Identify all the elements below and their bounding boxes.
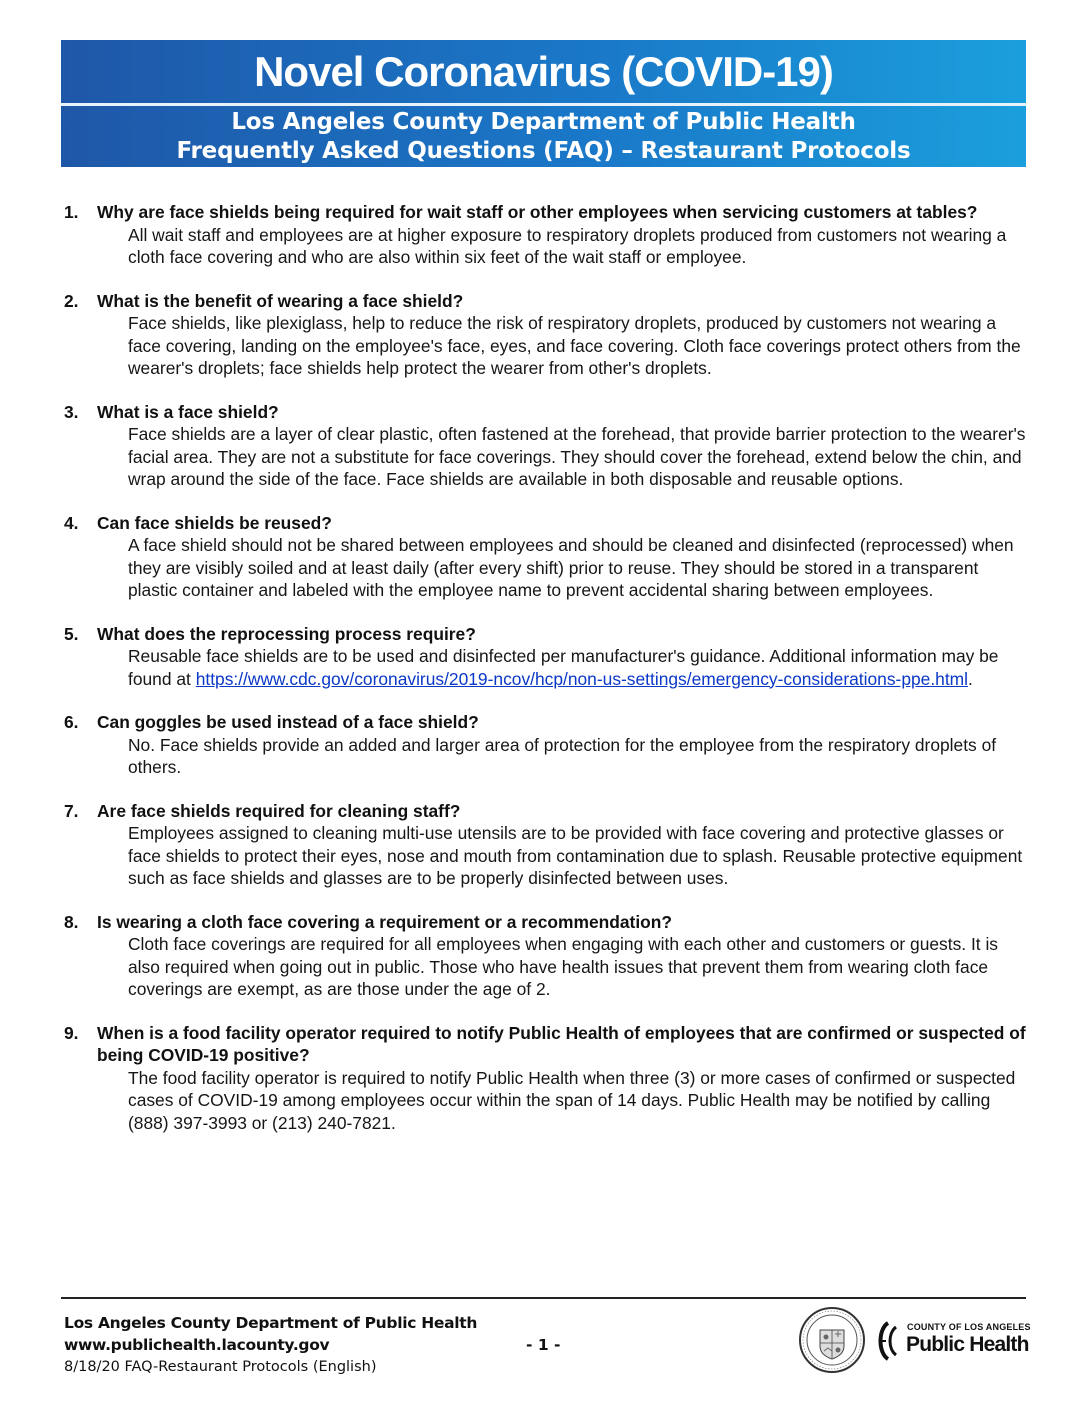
faq-number: 6. [64,712,79,732]
faq-answer: Employees assigned to cleaning multi-use utensils are to be provided with face covering and protective glasses or face shields to protect their eyes, nose and mouth from contamination due to splash. Reusable protective equipment such as face shields and glasses are to be properly disinfected between uses. [128,823,1023,888]
faq-answer [128,645,1026,690]
faq-number: 7. [64,800,79,821]
faq-question-text: When is a food facility operator required to notify Public Health of employees that are confirmed or suspected of being COVID-19 positive? [97,1022,1026,1065]
faq-question-text: What is the benefit of wearing a face shield? [97,290,464,311]
faq-number: 1. [64,202,79,222]
logo-county-text: COUNTY OF LOS ANGELES [907,1322,1031,1332]
faq-answer-text: Reusable face shields are to be used and disinfected per manufacturer's guidance. Additional information may be found at [128,646,999,689]
faq-answer: Face shields, like plexiglass, help to reduce the risk of respiratory droplets, produced by customers not wearing a face covering, landing on the employee's face, eyes, and face covering. Cloth face coverings protect others from the wearer's droplets; face shields help protect the wearer from other's droplets. [128,313,1021,378]
faq-question [64,623,1026,646]
faq-question-text: Why are face shields being required for wait staff or other employees when servicing customers at tables? [97,202,978,222]
faq-question [64,512,1026,535]
logo-public-health-text: Public Health [906,1333,1029,1356]
faq-answer: Cloth face coverings are required for all employees when engaging with each other and customers or guests. It is also required when going out in public. Those who have health issues that prevent them from wearing cloth face coverings are exempt, as are those under the age of 2. [128,934,998,999]
faq-item-7 [64,800,1026,890]
faq-item-3 [64,401,1026,491]
faq-list [64,201,1026,1155]
logo-mark-icon [874,1319,906,1363]
faq-item-2 [64,290,1026,380]
faq-question [64,711,1026,734]
header-subtitle-doc: Frequently Asked Questions (FAQ) – Restaurant Protocols [176,137,911,164]
faq-number: 3. [64,401,79,422]
faq-item-5 [64,623,1026,691]
county-seal-icon [798,1306,866,1374]
faq-answer: A face shield should not be shared between employees and should be cleaned and disinfected (reprocessed) when they are visibly soiled and at least daily (after every shift) prior to reuse. They should be stored in a transparent plastic container and labeled with the employee name to prevent accidental sharing between employees. [128,535,1014,600]
page-number: - 1 - [526,1336,561,1354]
faq-item-1 [64,201,1026,269]
faq-question-text: Are face shields required for cleaning staff? [97,800,461,821]
faq-question [64,800,1026,823]
faq-item-9 [64,1022,1026,1135]
faq-number: 2. [64,290,79,311]
faq-question-text: Is wearing a cloth face covering a requirement or a recommendation? [97,911,673,932]
faq-number: 8. [64,911,79,932]
faq-item-8 [64,911,1026,1001]
faq-number: 5. [64,623,79,644]
header-subtitle-org: Los Angeles County Department of Public Health [231,108,856,135]
faq-question-text: What does the reprocessing process require? [97,623,476,644]
faq-question-text: What is a face shield? [97,401,279,422]
faq-item-6 [64,711,1026,779]
footer-doc-info: 8/18/20 FAQ-Restaurant Protocols (English) [64,1359,377,1375]
footer-org: Los Angeles County Department of Public Health [64,1314,478,1332]
faq-question [64,401,1026,424]
faq-answer: The food facility operator is required to notify Public Health when three (3) or more cases of confirmed or suspected cases of COVID-19 among employees occur within the span of 14 days. Public Health may be notified by calling (888) 397-3993 or (213) 240-7821. [128,1067,1016,1133]
footer-website: www.publichealth.lacounty.gov [64,1336,330,1354]
faq-question-text: Can goggles be used instead of a face shield? [97,712,479,732]
footer-info [64,1312,477,1378]
page-title: Novel Coronavirus (COVID-19) [254,47,833,95]
footer-divider [61,1297,1026,1299]
faq-answer: All wait staff and employees are at higher exposure to respiratory droplets produced from customers not wearing a cloth face covering and who are also within six feet of the wait staff or employee. [128,224,1007,267]
header-title-bar [61,40,1026,103]
faq-item-4 [64,512,1026,602]
faq-answer: Face shields are a layer of clear plastic, often fastened at the forehead, that provide barrier protection to the wearer's facial area. They are not a substitute for face coverings. They should cover the forehead, extend below the chin, and wrap around the side of the face. Face shields are available in both disposable and reusable options. [128,424,1026,489]
faq-question [64,290,1026,313]
faq-question [64,911,1026,934]
faq-answer: No. Face shields provide an added and larger area of protection for the employee from the respiratory droplets of others. [128,734,997,777]
faq-number: 4. [64,512,79,533]
cdc-guidance-link[interactable]: https://www.cdc.gov/coronavirus/2019-ncov/hcp/non-us-settings/emergency-considerations-ppe.html [195,668,969,689]
public-health-logo-icon [874,1316,1031,1364]
faq-answer-end: . [968,668,973,689]
faq-question [64,201,1026,224]
faq-question-text: Can face shields be reused? [97,512,332,533]
faq-number: 9. [64,1022,79,1043]
header-subtitle-bar [61,106,1026,167]
faq-question [64,1022,1026,1067]
